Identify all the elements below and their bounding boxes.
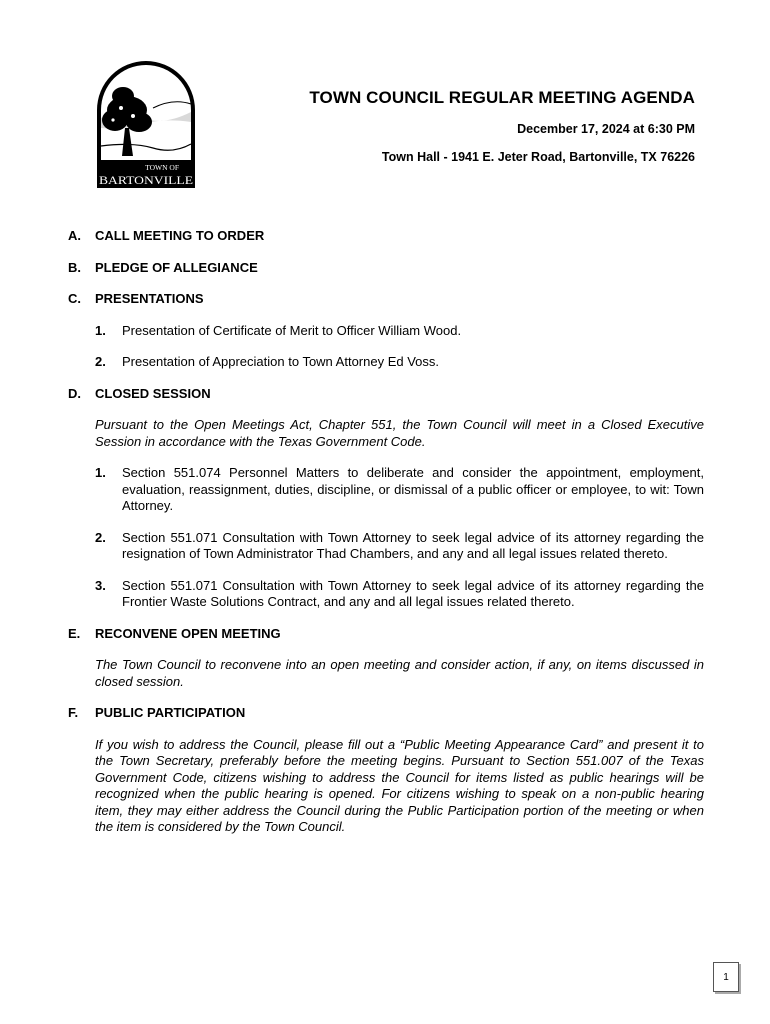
section-intro: Pursuant to the Open Meetings Act, Chapter 551, the Town Council will meet in a Closed Executive Session in accordance with the Texas Government Code. xyxy=(95,417,704,449)
section-letter: A. xyxy=(68,228,81,243)
list-item xyxy=(95,323,704,340)
meeting-date: December 17, 2024 at 6:30 PM xyxy=(517,122,695,136)
section-title: CLOSED SESSION xyxy=(95,385,211,401)
section-title: PRESENTATIONS xyxy=(95,291,204,306)
list-item xyxy=(95,530,704,563)
page-number: 1 xyxy=(713,962,739,992)
section-reconvene xyxy=(68,626,704,691)
item-number: 2. xyxy=(95,354,106,369)
agenda-header xyxy=(309,88,695,178)
section-public-participation xyxy=(68,705,704,836)
section-title: CALL MEETING TO ORDER xyxy=(95,228,265,243)
section-presentations xyxy=(68,291,704,371)
list-item xyxy=(95,465,704,515)
section-intro: The Town Council to reconvene into an open meeting and consider action, if any, on items discussed in closed session. xyxy=(95,657,704,689)
item-text: Section 551.074 Personnel Matters to deliberate and consider the appointment, employment, evaluation, reassignment, duties, discipline, or dismissal of a public officer or employee, to wit: Town Attorney. xyxy=(122,465,704,513)
section-title: PUBLIC PARTICIPATION xyxy=(95,705,246,720)
item-number: 3. xyxy=(95,577,106,593)
item-text: Section 551.071 Consultation with Town Attorney to seek legal advice of its attorney regarding the Frontier Waste Solutions Contract, and any and all legal issues related thereto. xyxy=(122,577,704,609)
section-letter: F. xyxy=(68,705,79,720)
section-closed-session xyxy=(68,386,704,611)
section-letter: C. xyxy=(68,291,81,306)
item-text: Presentation of Appreciation to Town Attorney Ed Voss. xyxy=(122,354,440,369)
meeting-location: Town Hall - 1941 E. Jeter Road, Bartonville, TX 76226 xyxy=(381,150,695,164)
item-number: 1. xyxy=(95,465,106,480)
logo-line2: BARTONVILLE xyxy=(99,173,193,187)
logo-line1: TOWN OF xyxy=(145,163,179,172)
section-letter: B. xyxy=(68,259,81,275)
section-letter: D. xyxy=(68,385,81,401)
list-item xyxy=(95,578,704,611)
section-intro: If you wish to address the Council, please fill out a “Public Meeting Appearance Card” and present it to the Town Secretary, preferably before the meeting begins. Pursuant to Section 551.007 of the Texas Government Code, citizens wishing to address the Council for items listed as public hearings will be recognized when the public hearing is opened. For citizens wishing to speak on a non-public hearing item, they may either address the Council during the Public Participation portion of the meeting or when the item is considered by the Town Council. xyxy=(95,736,704,834)
section-title: PLEDGE OF ALLEGIANCE xyxy=(95,259,258,275)
section-pledge xyxy=(68,260,704,277)
agenda-title: TOWN COUNCIL REGULAR MEETING AGENDA xyxy=(309,88,695,107)
section-letter: E. xyxy=(68,625,81,641)
list-item xyxy=(95,354,704,371)
item-number: 2. xyxy=(95,529,106,545)
section-call-to-order xyxy=(68,228,704,245)
item-text: Section 551.071 Consultation with Town Attorney to seek legal advice of its attorney regarding the resignation of Town Administrator Thad Chambers, and any and all legal issues related thereto. xyxy=(122,529,704,561)
item-text: Presentation of Certificate of Merit to Officer William Wood. xyxy=(122,322,462,338)
town-logo xyxy=(93,58,199,190)
item-number: 1. xyxy=(95,322,106,338)
section-title: RECONVENE OPEN MEETING xyxy=(95,625,281,641)
agenda-body xyxy=(68,228,704,851)
